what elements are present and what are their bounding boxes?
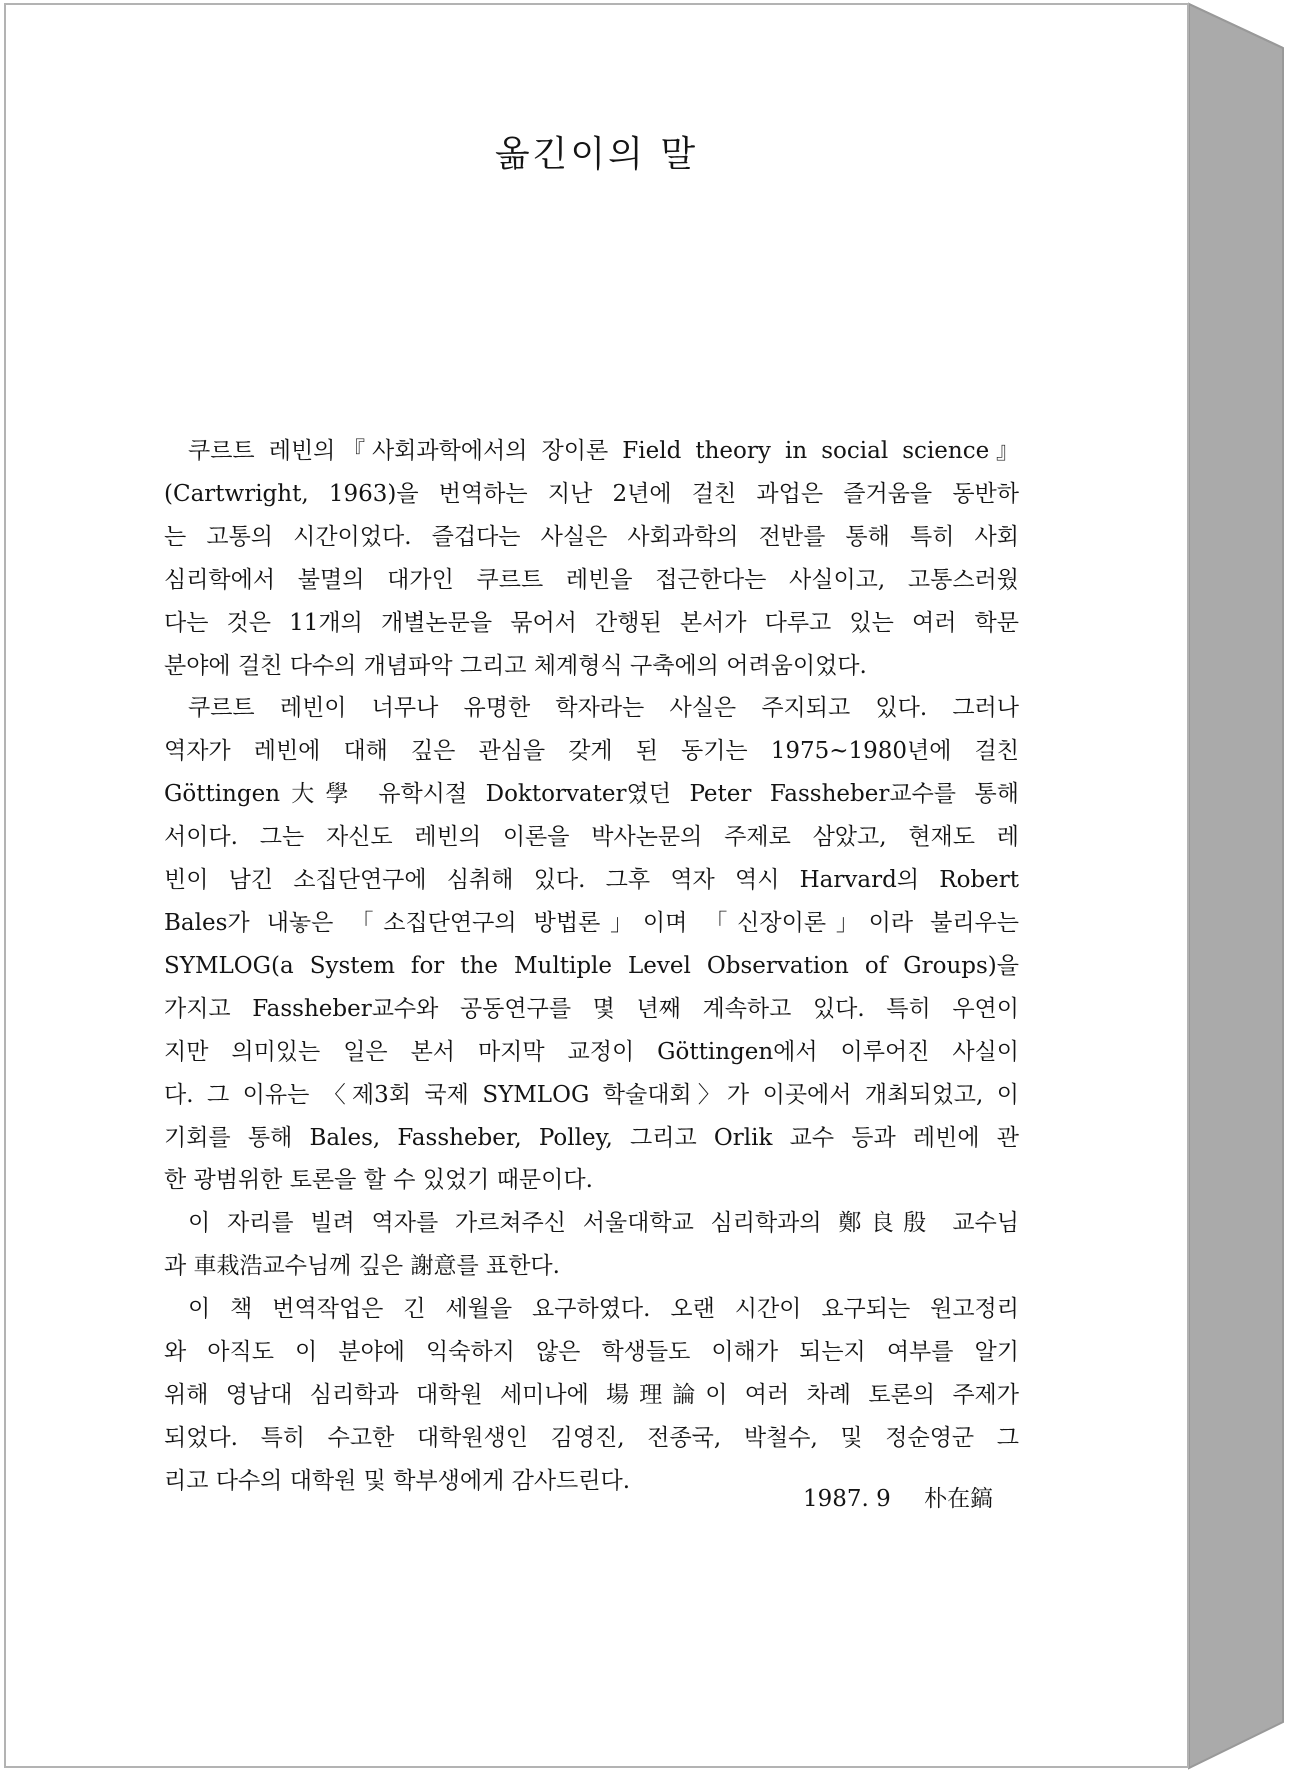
page-title: 옮긴이의 말 [494, 134, 699, 175]
text-line: 역자가 레빈에 대해 깊은 관심을 갖게 된 동기는 1975~1980년에 걸친 [164, 738, 1019, 765]
signature-name: 朴在鎬 [924, 1486, 994, 1512]
text-line: 빈이 남긴 소집단연구에 심취해 있다. 그후 역자 역시 Harvard의 Robert [164, 867, 1019, 894]
text-line: 이 책 번역작업은 긴 세월을 요구하였다. 오랜 시간이 요구되는 원고정리 [188, 1296, 1019, 1323]
text-line: 다는 것은 11개의 개별논문을 묶어서 간행된 본서가 다루고 있는 여러 학문 [164, 609, 1019, 636]
paragraph-1 [164, 430, 1019, 687]
text-line: Göttingen大學 유학시절 Doktorvater였던 Peter Fassheber교수를 통해 [164, 781, 1019, 808]
text-line: 심리학에서 불멸의 대가인 쿠르트 레빈을 접근한다는 사실이고, 고통스러웠 [164, 566, 1019, 593]
text-line: 서이다. 그는 자신도 레빈의 이론을 박사논문의 주제로 삼았고, 현재도 레 [164, 824, 1019, 851]
text-line: 와 아직도 이 분야에 익숙하지 않은 학생들도 이해가 되는지 여부를 알기 [164, 1339, 1019, 1366]
text-line: 분야에 걸친 다수의 개념파악 그리고 체계형식 구축에의 어려움이었다. [164, 652, 867, 679]
signature-date: 1987. 9 [803, 1486, 891, 1512]
body-text [164, 430, 1019, 1503]
text-line: 이 자리를 빌려 역자를 가르쳐주신 서울대학교 심리학과의 鄭良殷 교수님 [188, 1210, 1019, 1237]
paragraph-2 [164, 687, 1019, 1202]
text-line: 지만 의미있는 일은 본서 마지막 교정이 Göttingen에서 이루어진 사실이 [164, 1038, 1019, 1065]
text-line: (Cartwright, 1963)을 번역하는 지난 2년에 걸친 과업은 즐거움을 동반하 [164, 480, 1019, 507]
text-line: 리고 다수의 대학원 및 학부생에게 감사드린다. [164, 1467, 631, 1494]
text-line: 되었다. 특히 수고한 대학원생인 김영진, 전종국, 박철수, 및 정순영군 그 [164, 1424, 1019, 1451]
text-line: 한 광범위한 토론을 할 수 있었기 때문이다. [164, 1167, 593, 1194]
text-line: Bales가 내놓은 「소집단연구의 방법론」이며 「신장이론」이라 불리우는 [164, 909, 1019, 936]
text-line: 는 고통의 시간이었다. 즐겁다는 사실은 사회과학의 전반를 통해 특히 사회 [164, 523, 1019, 550]
text-line: 기회를 통해 Bales, Fassheber, Polley, 그리고 Orlik 교수 등과 레빈에 관 [164, 1124, 1019, 1151]
book-page [4, 3, 1189, 1768]
text-line: 과 車栽浩교수님께 깊은 謝意를 표한다. [164, 1253, 560, 1280]
text-line: 다. 그 이유는 〈제3회 국제 SYMLOG 학술대회〉가 이곳에서 개최되었고, 이 [164, 1081, 1019, 1108]
signature [803, 1484, 993, 1514]
paragraph-3 [164, 1202, 1019, 1288]
book-side-face [1189, 4, 1283, 1768]
text-line: 쿠르트 레빈이 너무나 유명한 학자라는 사실은 주지되고 있다. 그러나 [188, 695, 1019, 722]
text-line: 위해 영남대 심리학과 대학원 세미나에 場理論이 여러 차례 토론의 주제가 [164, 1381, 1019, 1408]
paragraph-4 [164, 1288, 1019, 1503]
text-line: 쿠르트 레빈의『사회과학에서의 장이론 Field theory in social science』 [188, 438, 1019, 464]
text-line: 가지고 Fassheber교수와 공동연구를 몇 년째 계속하고 있다. 특히 우연이 [164, 995, 1019, 1022]
text-line: SYMLOG(a System for the Multiple Level Observation of Groups)을 [164, 952, 1019, 979]
